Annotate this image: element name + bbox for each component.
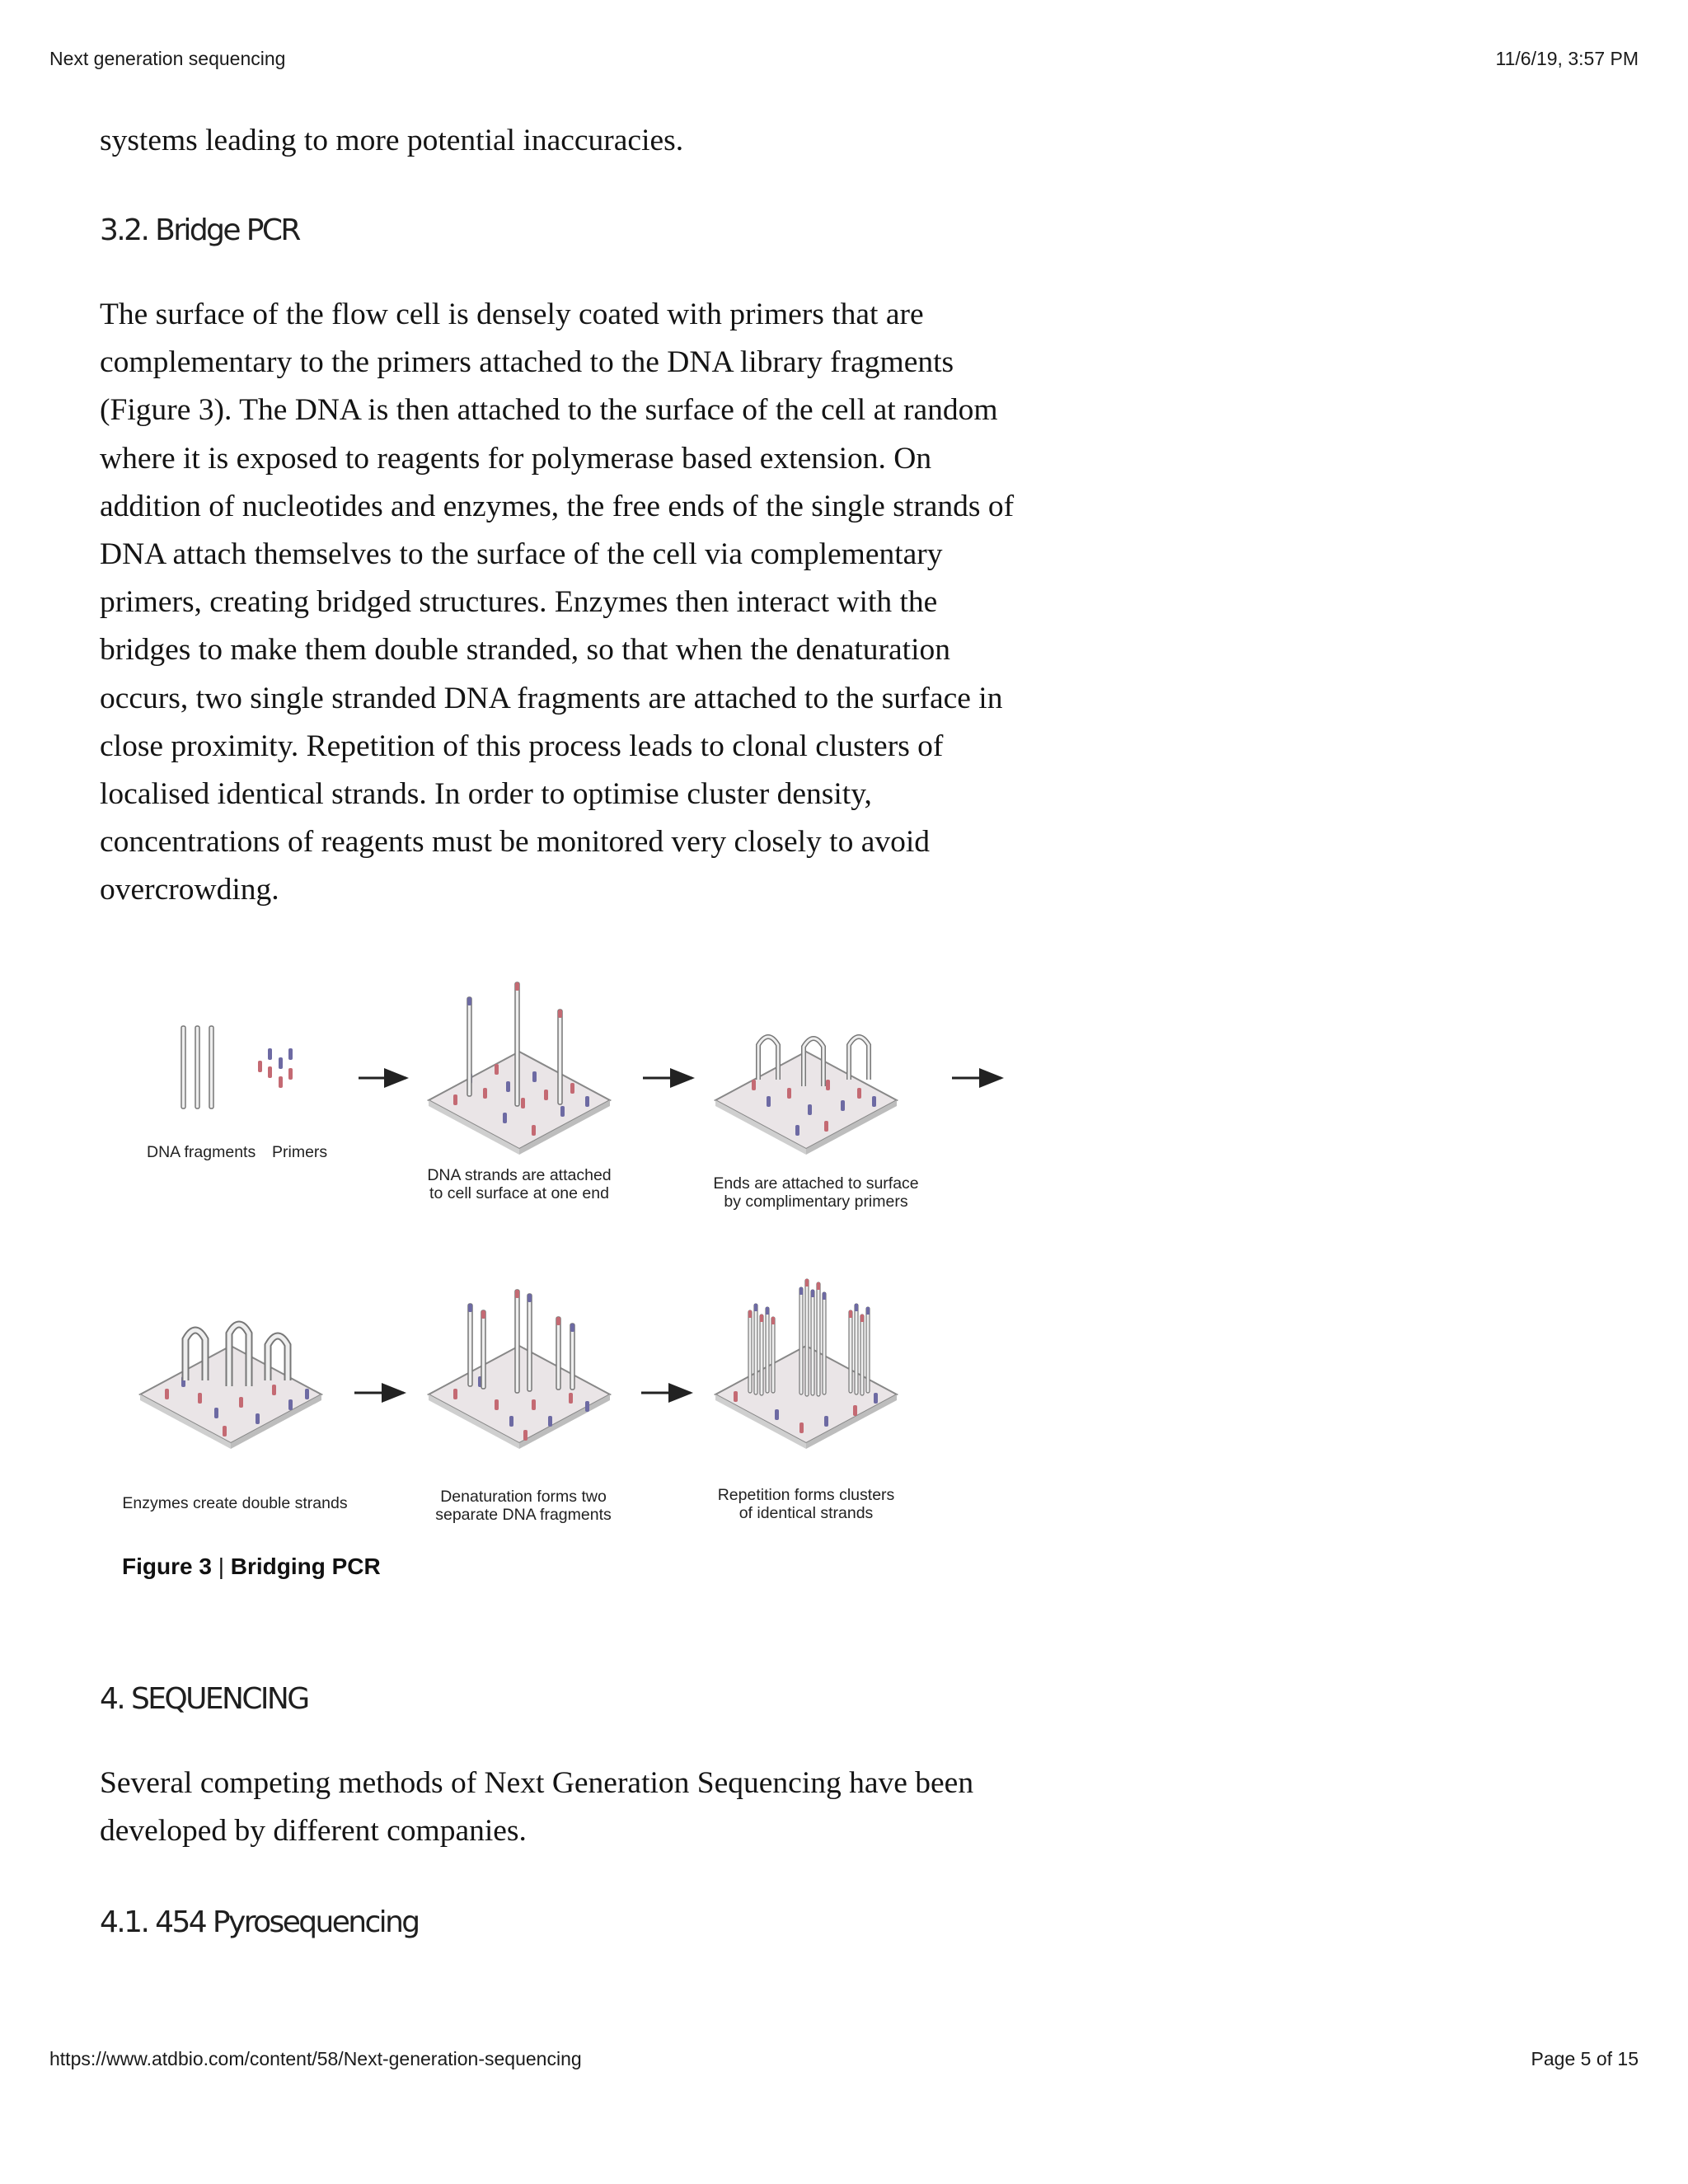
figure-caption xyxy=(122,1554,381,1580)
bridging-pcr-figure xyxy=(115,964,1022,1599)
plate-clusters xyxy=(715,1279,897,1449)
print-header xyxy=(49,48,1639,70)
paragraph-line: bridges to make them double stranded, so that when the denaturation xyxy=(100,633,951,668)
label-attached-line1: DNA strands are attached xyxy=(427,1166,612,1184)
paragraph-line: Several competing methods of Next Generation Sequencing have been xyxy=(100,1766,974,1800)
figure-caption-separator: | xyxy=(218,1554,224,1579)
figure-caption-title: Bridging PCR xyxy=(230,1554,381,1579)
label-repetition-line1: Repetition forms clusters xyxy=(717,1486,895,1504)
bridge-pcr-paragraph xyxy=(100,291,1089,915)
bridging-pcr-diagram xyxy=(115,964,1022,1599)
sequencing-paragraph xyxy=(100,1760,1089,1855)
bridge-pcr-heading: 3.2. Bridge PCR xyxy=(100,213,299,247)
primers-illustration xyxy=(258,1048,293,1088)
page-number: Page 5 of 15 xyxy=(1531,2048,1639,2069)
paragraph-line: overcrowding. xyxy=(100,873,279,907)
paragraph-line: addition of nucleotides and enzymes, the free ends of the single strands of xyxy=(100,489,1015,523)
paragraph-line: (Figure 3). The DNA is then attached to the surface of the cell at random xyxy=(100,393,998,428)
plate-double-strands xyxy=(140,1324,321,1449)
label-denaturation-line1: Denaturation forms two xyxy=(440,1488,607,1506)
paragraph-line: concentrations of reagents must be monitored very closely to avoid xyxy=(100,825,931,860)
intro-tail-paragraph: systems leading to more potential inaccuracies. xyxy=(100,124,684,157)
plate-bridges xyxy=(715,1037,897,1155)
plate-strands-attached xyxy=(429,982,610,1155)
figure-caption-label: Figure 3 xyxy=(122,1554,212,1579)
label-denaturation-line2: separate DNA fragments xyxy=(435,1506,612,1524)
print-footer xyxy=(49,2048,1639,2070)
document-title: Next generation sequencing xyxy=(49,48,286,69)
label-ends-line2: by complimentary primers xyxy=(724,1193,908,1211)
label-repetition-line2: of identical strands xyxy=(738,1504,874,1522)
paragraph-line: complementary to the primers attached to the DNA library fragments xyxy=(100,345,954,380)
paragraph-line: occurs, two single stranded DNA fragments are attached to the surface in xyxy=(100,681,1003,715)
paragraph-line: localised identical strands. In order to optimise cluster density, xyxy=(100,777,872,812)
paragraph-line: where it is exposed to reagents for polymerase based extension. On xyxy=(100,441,932,476)
sequencing-heading: 4. SEQUENCING xyxy=(100,1682,308,1716)
dna-fragments-illustration xyxy=(181,1026,213,1108)
label-ends-line1: Ends are attached to surface xyxy=(713,1174,919,1193)
print-datetime: 11/6/19, 3:57 PM xyxy=(1495,48,1639,69)
paragraph-line: close proximity. Repetition of this process leads to clonal clusters of xyxy=(100,729,944,763)
label-enzymes: Enzymes create double strands xyxy=(122,1494,348,1512)
plate-denaturation xyxy=(429,1290,610,1449)
label-dna-fragments: DNA fragments xyxy=(147,1143,256,1161)
paragraph-line: The surface of the flow cell is densely coated with primers that are xyxy=(100,298,924,331)
label-primers: Primers xyxy=(272,1143,328,1161)
pyrosequencing-heading: 4.1. 454 Pyrosequencing xyxy=(100,1905,419,1939)
paragraph-line: primers, creating bridged structures. Enzymes then interact with the xyxy=(100,585,938,620)
paragraph-line: developed by different companies. xyxy=(100,1814,527,1849)
paragraph-line: DNA attach themselves to the surface of the cell via complementary xyxy=(100,537,943,572)
label-attached-line2: to cell surface at one end xyxy=(429,1184,609,1202)
page-url: https://www.atdbio.com/content/58/Next-generation-sequencing xyxy=(49,2048,582,2069)
